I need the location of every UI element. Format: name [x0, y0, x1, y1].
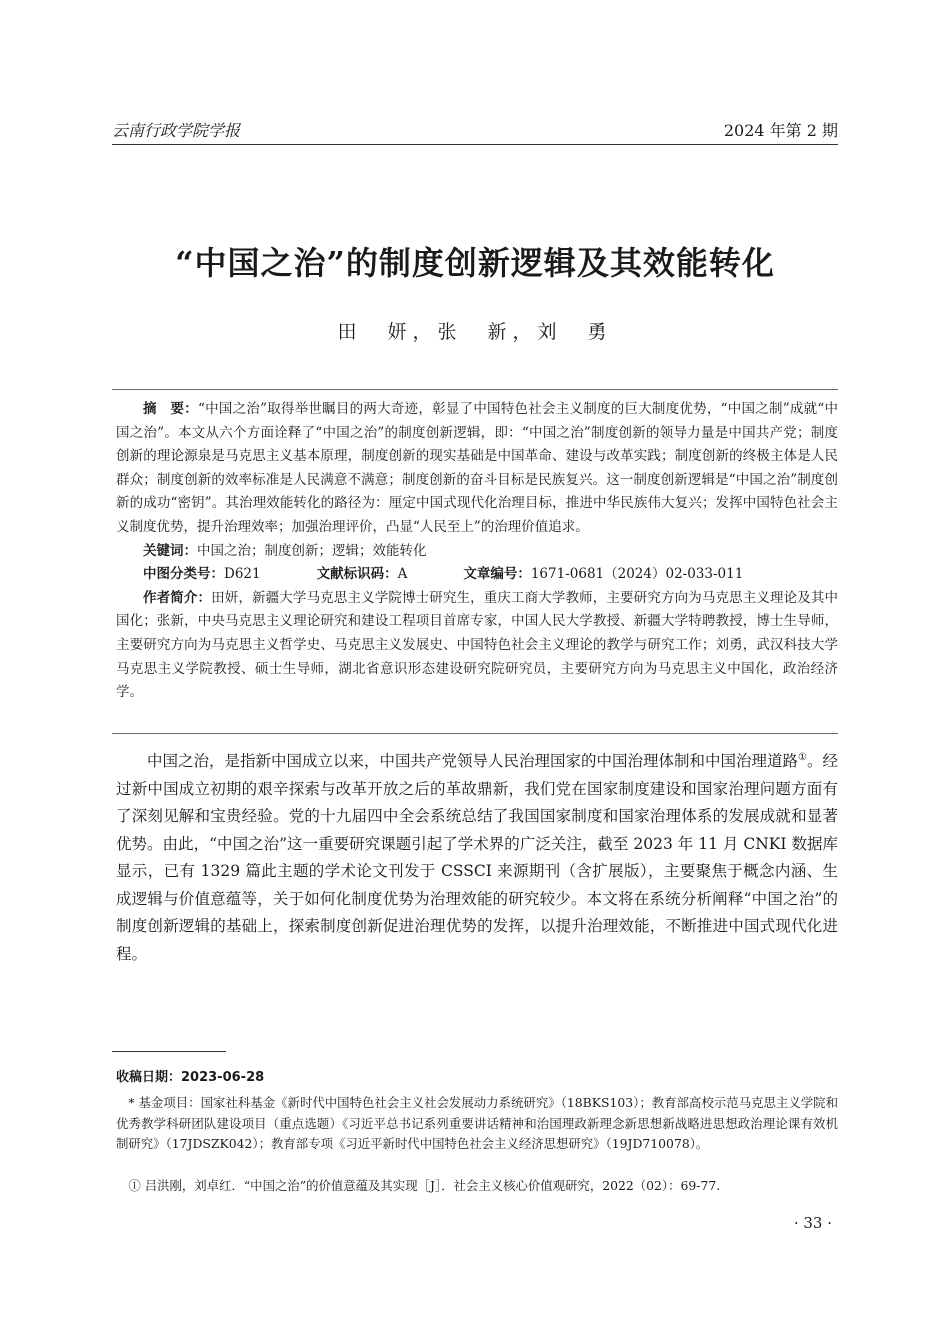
received-date: 收稿日期：2023-06-28 — [116, 1070, 265, 1085]
abstract-bottom-rule — [112, 733, 838, 734]
author-intro-label: 作者简介： — [143, 589, 212, 606]
doc-code-value: A — [397, 566, 408, 583]
body-text — [116, 744, 838, 968]
journal-name: 云南行政学院学报 — [112, 121, 241, 140]
doc-code-label: 文献标识码： — [316, 566, 398, 583]
clc-value: D621 — [224, 566, 261, 583]
body-p1-part2: 。经过新中国成立初期的艰辛探索与改革开放之后的革故鼎新，我们党在国家制度建设和国家治理问题方面有了深刻见解和宝贵经验。党的十九届四中全会系统总结了我国国家制度和国家治理体系的发展成就和显著优势。由此，“中国之治”这一重要研究课题引起了学术界的广泛关注，截至 2023 年 11 月 CNKI 数据库显示，已有 1329 篇此主题的学术论文刊发于 CSSCI 来源期刊（含扩展版），主要聚焦于概念内涵、生成逻辑与价值意蕴等，关于如何化制度优势为治理效能的研究较少。本文将在系统分析阐释“中国之治”的制度创新逻辑的基础上，探索制度创新促进治理优势的发挥，以提升治理效能，不断推进中国式现代化进程。 — [116, 752, 838, 963]
keywords — [116, 540, 838, 564]
keywords-label: 关键词： — [143, 542, 197, 559]
body-paragraph — [116, 744, 838, 968]
footnote-1-text: ① 吕洪刚，刘卓红．“中国之治”的价值意蕴及其实现［J］．社会主义核心价值观研究，2022（02）：69-77. — [128, 1178, 721, 1193]
footnote-ref[interactable]: ① — [798, 752, 807, 763]
abstract-label: 摘 要： — [143, 401, 198, 417]
footnote-rule — [112, 1051, 226, 1052]
abstract-top-rule — [112, 389, 838, 390]
footnote-1 — [116, 1176, 838, 1196]
fund-note — [116, 1093, 838, 1155]
abstract-block — [116, 398, 838, 705]
clc-label: 中图分类号： — [143, 566, 224, 583]
classification-line — [116, 563, 838, 587]
author-intro — [116, 587, 838, 705]
article-title: “中国之治”的制度创新逻辑及其效能转化 — [175, 244, 775, 282]
header-rule — [112, 144, 838, 145]
fund-text: * 基金项目：国家社科基金《新时代中国特色社会主义社会发展动力系统研究》（18BKS103）；教育部高校示范马克思主义学院和优秀教学科研团队建设项目（重点选题）《习近平总书记系列重要讲话精神和治国理政新理念新思想新战略进思想政治理论课有效机制研究》（17JDSZK042）；教育部专项《习近平新时代中国特色社会主义经济思想研究》（19JD710078）。 — [116, 1095, 838, 1152]
article-number-value: 1671-0681（2024）02-033-011 — [530, 566, 744, 583]
keywords-text: 中国之治；制度创新；逻辑；效能转化 — [197, 542, 427, 559]
author-intro-text: 田妍，新疆大学马克思主义学院博士研究生，重庆工商大学教师，主要研究方向为马克思主义理论及其中国化；张新，中央马克思主义理论研究和建设工程项目首席专家，中国人民大学教授、新疆大学特聘教授，博士生导师，主要研究方向为马克思主义哲学史、马克思主义发展史、中国特色社会主义理论的教学与研究工作；刘勇，武汉科技大学马克思主义学院教授、硕士生导师，湖北省意识形态建设研究院研究员，主要研究方向为马克思主义中国化，政治经济学。 — [116, 589, 839, 701]
article-authors: 田 妍，张 新，刘 勇 — [337, 321, 613, 343]
body-p1-part1: 中国之治，是指新中国成立以来，中国共产党领导人民治理国家的中国治理体制和中国治理道路 — [147, 752, 799, 771]
article-number-label: 文章编号： — [463, 566, 531, 583]
abstract — [116, 398, 838, 540]
issue-label: 2024 年第 2 期 — [723, 121, 838, 140]
abstract-text: “中国之治”取得举世瞩目的两大奇迹，彰显了中国特色社会主义制度的巨大制度优势，“中国之制”成就“中国之治”。本文从六个方面诠释了“中国之治”的制度创新逻辑，即：“中国之治”制度创新的领导力量是中国共产党；制度创新的理论源泉是马克思主义基本原理，制度创新的现实基础是中国革命、建设与改革实践；制度创新的终极主体是人民群众；制度创新的效率标准是人民满意不满意；制度创新的奋斗目标是民族复兴。这一制度创新逻辑是“中国之治”制度创新的成功“密钥”。其治理效能转化的路径为：厘定中国式现代化治理目标，推进中华民族伟大复兴；发挥中国特色社会主义制度优势，提升治理效率；加强治理评价，凸显“人民至上”的治理价值追求。 — [116, 401, 838, 535]
page-number: · 33 · — [793, 1214, 832, 1232]
